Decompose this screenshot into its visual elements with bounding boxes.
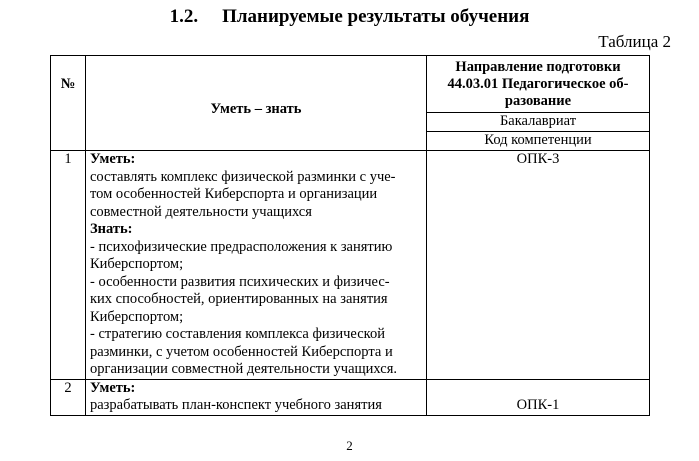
- competence-code: ОПК-1: [427, 379, 650, 415]
- section-title: Планируемые результаты обучения: [222, 6, 530, 27]
- competence-code: ОПК-3: [427, 151, 650, 380]
- section-number: 1.2.: [169, 6, 199, 27]
- learning-outcomes-table: [50, 55, 650, 416]
- know-text-line: Киберспортом;: [90, 308, 184, 325]
- row-number: 2: [51, 379, 86, 415]
- know-text-line: - психофизические предрасположения к занятию: [90, 238, 393, 255]
- know-text-line: Киберспортом;: [90, 256, 184, 272]
- table-row: [51, 151, 650, 380]
- page-number: 2: [346, 438, 353, 453]
- know-text-line: ких способностей, ориентированных на занятия: [90, 291, 388, 307]
- header-number: №: [51, 56, 86, 151]
- row-number: 1: [51, 151, 86, 380]
- header-skill: Уметь – знать: [86, 56, 427, 151]
- can-text-line: разрабатывать план-конспект учебного занятия: [90, 397, 382, 413]
- can-text-line: том особенностей Киберспорта и организации: [90, 186, 378, 202]
- row-skills: [86, 379, 427, 415]
- know-text-line: - особенности развития психических и физичес-: [90, 273, 390, 290]
- row-skills: [86, 151, 427, 380]
- know-text-line: организации совместной деятельности учащихся.: [90, 361, 397, 377]
- know-text-line: разминки, с учетом особенностей Киберспорта и: [90, 343, 393, 360]
- section-heading: [0, 6, 699, 28]
- header-direction: [427, 56, 650, 113]
- table-header-row: [51, 56, 650, 113]
- can-label: Уметь:: [90, 151, 136, 167]
- table-caption: Таблица 2: [598, 32, 671, 51]
- can-text-line: совместной деятельности учащихся: [90, 203, 312, 220]
- table-row: [51, 379, 650, 415]
- can-label: Уметь:: [90, 379, 136, 396]
- know-text-line: - стратегию составления комплекса физической: [90, 326, 385, 342]
- header-direction-line: Направление подготовки: [455, 59, 621, 75]
- header-direction-line: разование: [504, 93, 572, 109]
- can-text-line: составлять комплекс физической разминки с уче-: [90, 168, 396, 185]
- header-direction-line: 44.03.01 Педагогическое об-: [447, 76, 629, 92]
- header-code: Код компетенции: [427, 132, 650, 151]
- know-label: Знать:: [90, 221, 133, 237]
- header-level: Бакалавриат: [427, 113, 650, 132]
